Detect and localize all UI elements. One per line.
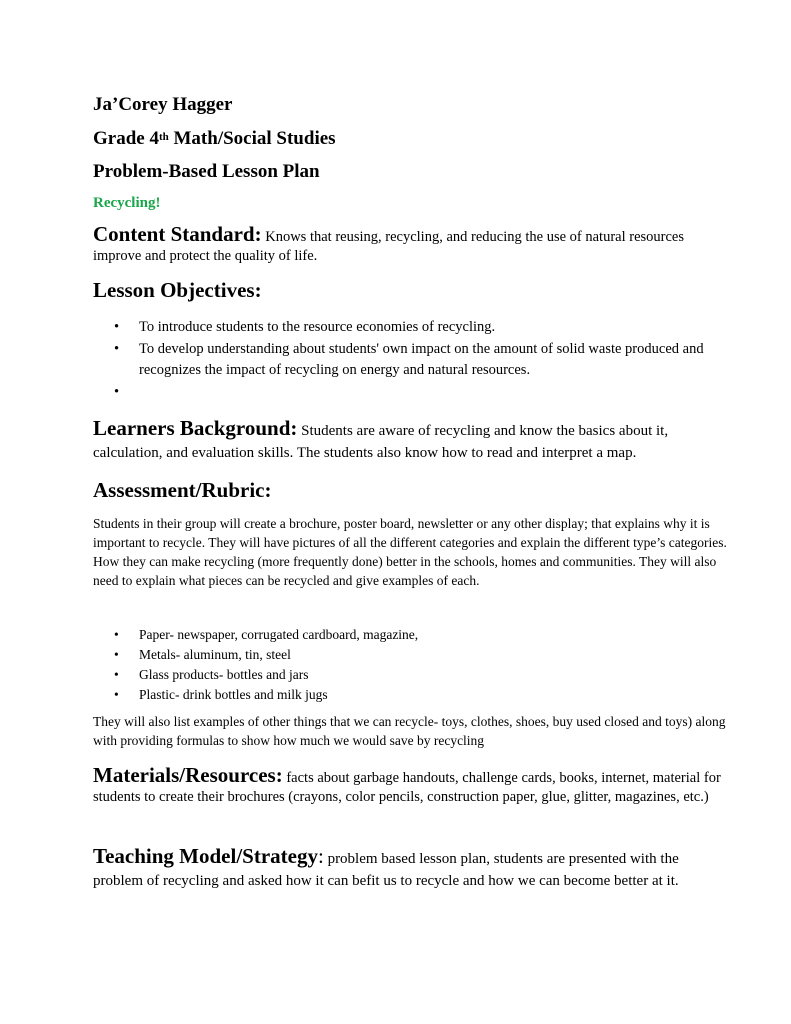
assessment-paragraph: Students in their group will create a brochure, poster board, newsletter or any other display; that explains why it is important to recycle. They will have pictures of all the different categories and explain the different type’s categories. How they can make recycling (more frequently done) better in the schools, homes and communities. They will also need to explain what pieces can be recycled and give examples of each. xyxy=(93,516,727,588)
bullet-icon: • xyxy=(114,341,120,357)
teaching-model-colon: : xyxy=(317,844,324,868)
materials-section xyxy=(93,763,731,807)
assessment-followup-paragraph: They will also list examples of other things that we can recycle- toys, clothes, shoes, buy used closed and toys) along with providing formulas to show how much we would save by recycling xyxy=(93,714,726,748)
content-standard-heading: Content Standard: xyxy=(93,222,262,246)
categories-list xyxy=(93,625,731,705)
teaching-model-heading: Teaching Model/Strategy xyxy=(93,844,318,868)
category-text: Paper- newspaper, corrugated cardboard, magazine, xyxy=(139,627,419,642)
objective-text: To introduce students to the resource economies of recycling. xyxy=(139,319,496,335)
content-standard-text: Knows that reusing, recycling, and reducing the use of natural resources improve and protect the quality of life. xyxy=(93,229,684,264)
list-item xyxy=(93,339,731,381)
list-item xyxy=(93,685,731,705)
assessment-heading: Assessment/Rubric: xyxy=(93,478,272,502)
bullet-icon: • xyxy=(114,627,119,642)
learners-background-text: Students are aware of recycling and know the basics about it, calculation, and evaluation skills. The students also know how to read and interpret a map. xyxy=(93,423,669,461)
learners-background-section xyxy=(93,417,731,464)
bullet-icon: • xyxy=(114,319,120,335)
list-item xyxy=(93,317,731,338)
grade-superscript: th xyxy=(158,131,169,143)
learners-background-heading: Learners Background: xyxy=(93,416,298,440)
objectives-list xyxy=(93,317,731,400)
plan-title: Problem-Based Lesson Plan xyxy=(93,161,320,182)
list-item xyxy=(93,625,731,645)
teaching-model-section xyxy=(93,845,731,892)
teaching-model-text: problem based lesson plan, students are presented with the problem of recycling and asked how it can befit us to recycle and how we can become better at it. xyxy=(93,851,679,889)
list-item xyxy=(93,665,731,685)
objective-text: To develop understanding about students' own impact on the amount of solid waste produced and recognizes the impact of recycling on energy and natural resources. xyxy=(139,341,704,378)
category-text: Plastic- drink bottles and milk jugs xyxy=(139,687,328,702)
materials-heading: Materials/Resources: xyxy=(93,763,283,787)
category-text: Glass products- bottles and jars xyxy=(139,667,309,682)
author-name: Ja’Corey Hagger xyxy=(93,94,233,115)
category-text: Metals- aluminum, tin, steel xyxy=(139,647,291,662)
content-standard-section xyxy=(93,222,731,266)
materials-text: facts about garbage handouts, challenge cards, books, internet, material for students to create their brochures (crayons, color pencils, construction paper, glue, glitter, magazines, etc.) xyxy=(93,770,721,805)
grade-prefix: Grade 4 xyxy=(93,128,159,149)
bullet-icon: • xyxy=(114,647,119,662)
bullet-icon: • xyxy=(114,667,119,682)
list-item xyxy=(93,645,731,665)
bullet-icon: • xyxy=(114,384,120,400)
subject-text: Math/Social Studies xyxy=(168,128,336,149)
topic-title: Recycling! xyxy=(93,195,161,211)
bullet-icon: • xyxy=(114,687,119,702)
grade-subject-heading xyxy=(93,128,731,150)
lesson-objectives-heading: Lesson Objectives: xyxy=(93,278,262,302)
